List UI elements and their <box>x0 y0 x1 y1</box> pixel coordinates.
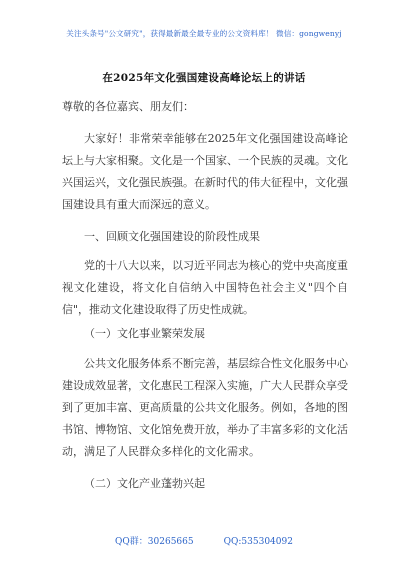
salutation: 尊敬的各位嘉宾、朋友们： <box>62 100 194 113</box>
subheading-culture-undertakings: （一）文化事业繁荣发展 <box>84 327 205 340</box>
header-banner: 关注头条号"公文研究"，获得最新最全最专业的公文资料库！ 微信：gongwenyj <box>66 29 342 38</box>
document-title: 在2025年文化强国建设高峰论坛上的讲话 <box>102 72 306 84</box>
paragraph-achievements: 党的十八大以来，以习近平同志为核心的党中央高度重视文化建设，将文化自信纳入中国特色社会主义"四个自信"，推动文化建设取得了历史性成就。 <box>62 259 348 316</box>
footer-contact <box>0 534 408 547</box>
qq-group-number: QQ群：30265665 <box>115 537 194 547</box>
subheading-culture-industry: （二）文化产业蓬勃兴起 <box>84 477 205 490</box>
paragraph-public-service: 公共文化服务体系不断完善，基层综合性文化服务中心建设成效显著，文化惠民工程深入实施，广大人民群众享受到了更加丰富、更高质量的公共文化服务。例如，各地的图书馆、博物馆、文化馆免费开放，举办了丰富多彩的文化活动，满足了人民群众多样化的文化需求。 <box>62 357 348 458</box>
section-heading-one: 一、回顾文化强国建设的阶段性成果 <box>84 230 260 243</box>
paragraph-opening: 大家好！非常荣幸能够在2025年文化强国建设高峰论坛上与大家相聚。文化是一个国家、一个民族的灵魂。文化兴国运兴，文化强民族强。在新时代的伟大征程中，文化强国建设具有重大而深远的意义。 <box>62 132 348 211</box>
qq-number: QQ:535304092 <box>223 537 293 547</box>
